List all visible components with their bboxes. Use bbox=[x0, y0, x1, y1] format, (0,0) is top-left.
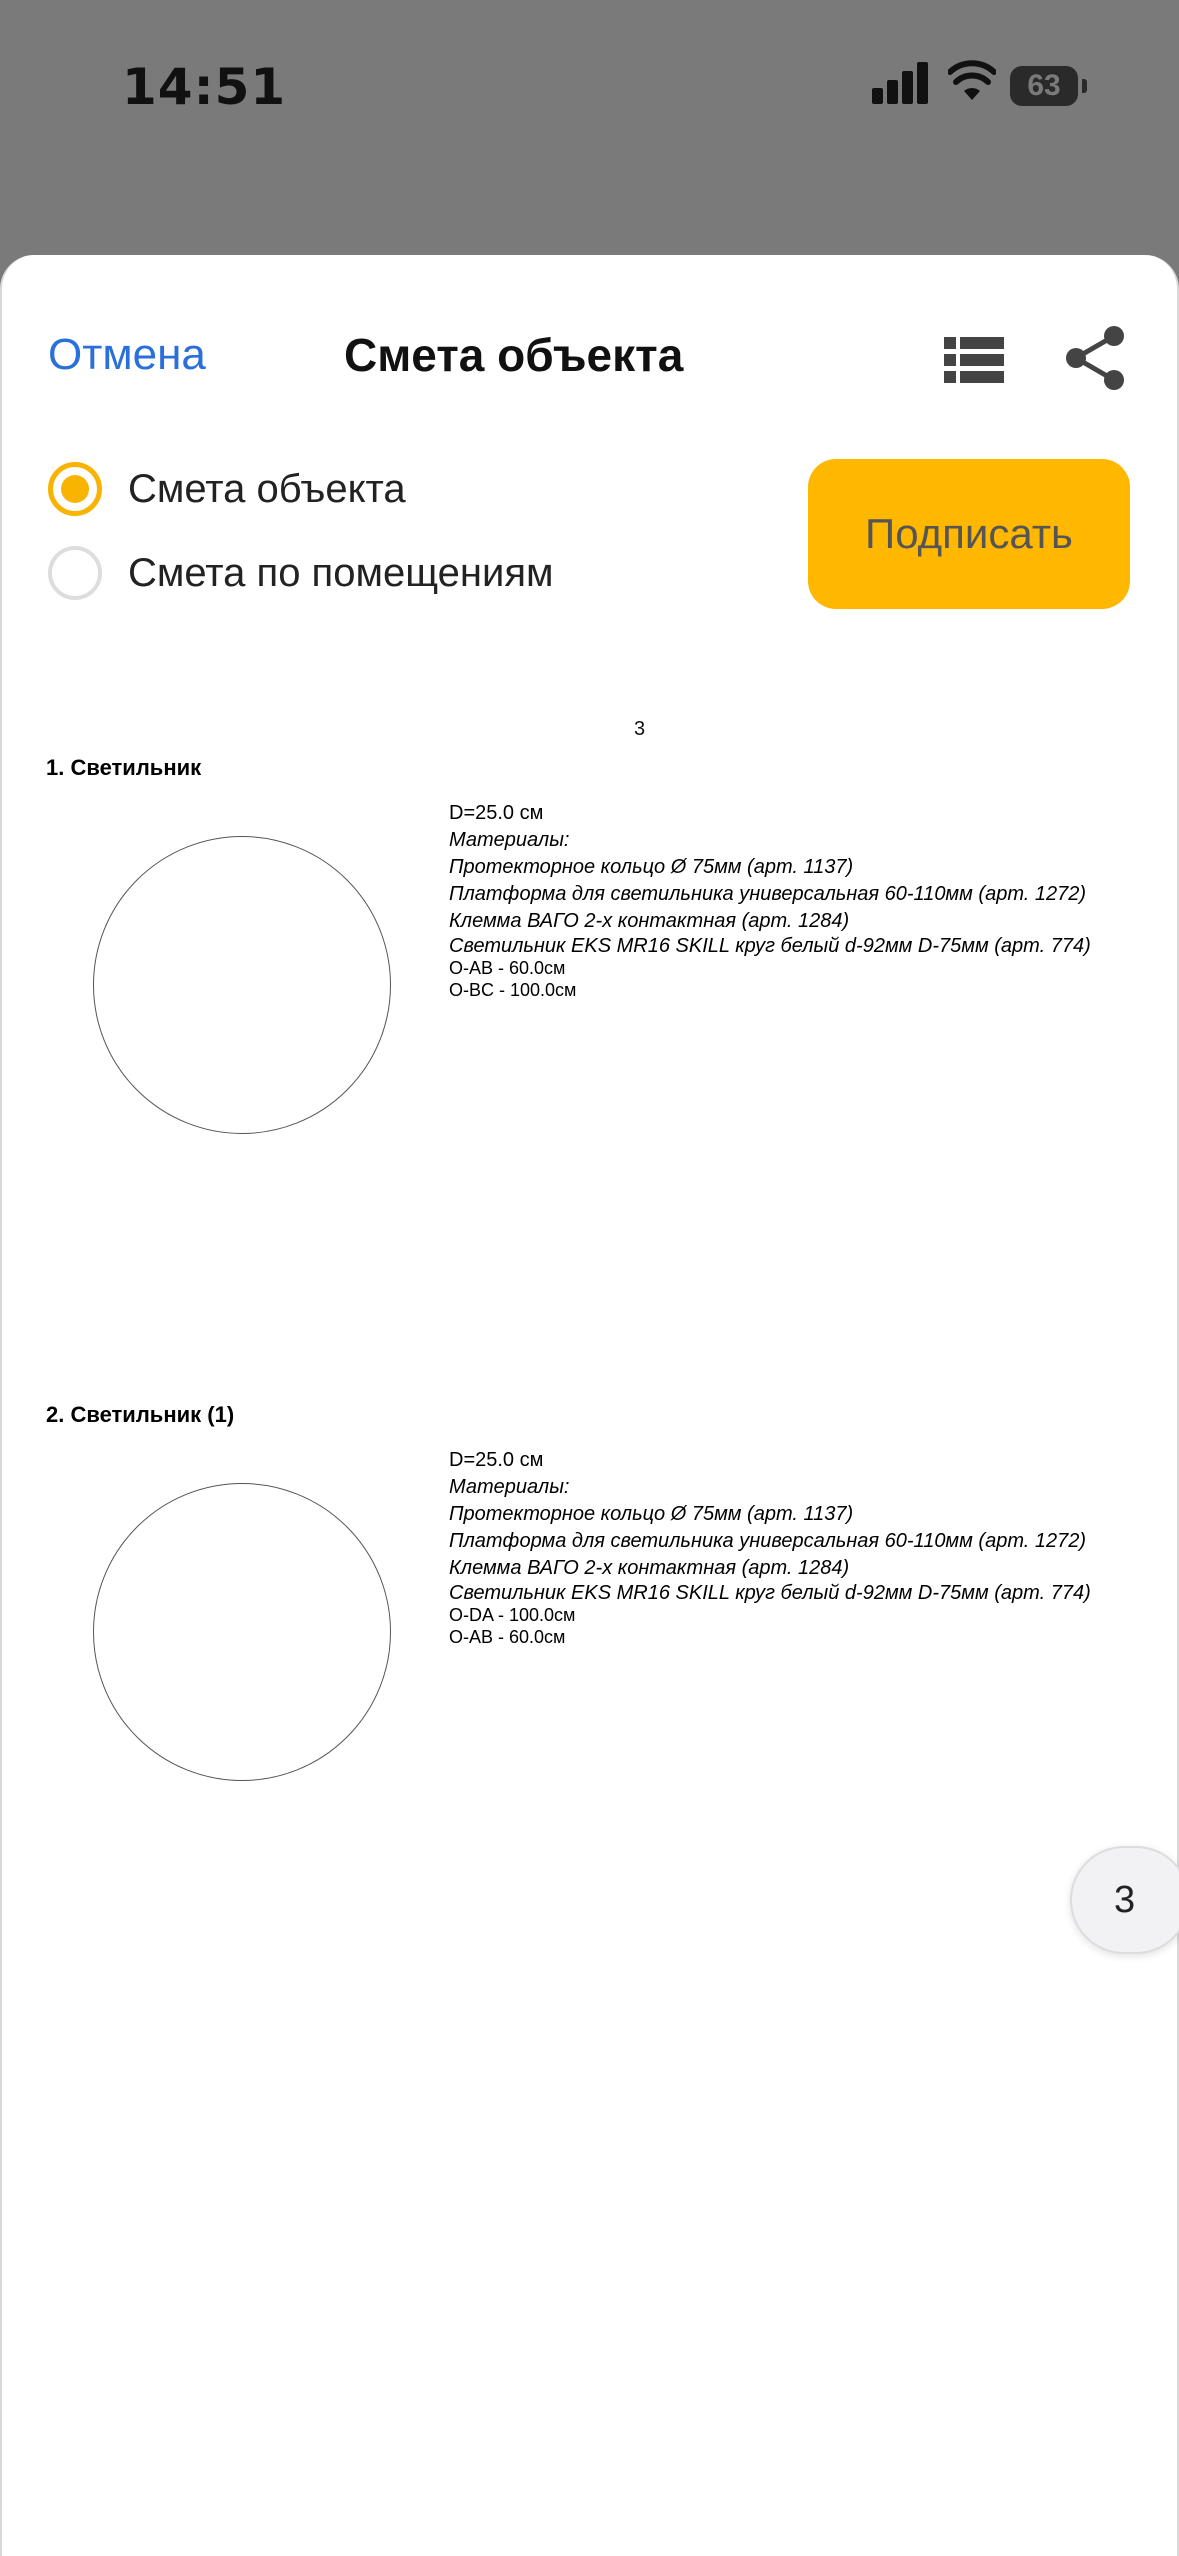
page-title: Смета объекта bbox=[344, 329, 684, 381]
cancel-button[interactable]: Отмена bbox=[48, 330, 206, 379]
material-line: Платформа для светильника универсальная 60-110мм (арт. 1272) bbox=[449, 883, 1087, 905]
share-icon[interactable] bbox=[1064, 325, 1126, 391]
option-rooms-estimate[interactable] bbox=[48, 546, 554, 600]
fixture-circle-drawing bbox=[93, 1483, 391, 1781]
list-icon[interactable] bbox=[944, 335, 1004, 385]
segment-line: O-AB - 60.0см bbox=[449, 1627, 566, 1647]
material-line: Клемма ВАГО 2-х контактная (арт. 1284) bbox=[449, 1557, 850, 1579]
materials-label: Материалы: bbox=[449, 829, 570, 851]
material-line: Протекторное кольцо Ø 75мм (арт. 1137) bbox=[449, 1503, 854, 1525]
item-diameter: D=25.0 см bbox=[449, 1449, 544, 1471]
wifi-icon bbox=[948, 60, 996, 104]
radio-unchecked-icon[interactable] bbox=[48, 546, 102, 600]
document-page-number: 3 bbox=[634, 718, 646, 740]
fixture-circle-drawing bbox=[93, 836, 391, 1134]
option-label: Смета объекта bbox=[128, 466, 406, 511]
sign-button[interactable]: Подписать bbox=[808, 459, 1130, 609]
material-line: Клемма ВАГО 2-х контактная (арт. 1284) bbox=[449, 910, 850, 932]
radio-checked-icon[interactable] bbox=[48, 462, 102, 516]
battery-icon bbox=[1010, 66, 1078, 106]
status-bar bbox=[0, 0, 1179, 175]
item-info bbox=[449, 800, 1091, 1001]
option-label: Смета по помещениям bbox=[128, 550, 554, 595]
signal-icon bbox=[872, 62, 930, 104]
material-line: Платформа для светильника универсальная 60-110мм (арт. 1272) bbox=[449, 1530, 1087, 1552]
segment-line: O-AB - 60.0см bbox=[449, 958, 566, 978]
clock: 14:51 bbox=[122, 58, 287, 116]
segment-line: O-DA - 100.0см bbox=[449, 1605, 576, 1625]
page-indicator-number: 3 bbox=[1114, 1878, 1136, 1921]
material-line: Протекторное кольцо Ø 75мм (арт. 1137) bbox=[449, 856, 854, 878]
material-line: Светильник EKS MR16 SKILL круг белый d-92мм D-75мм (арт. 774) bbox=[449, 1582, 1091, 1604]
item-info bbox=[449, 1447, 1091, 1648]
materials-label: Материалы: bbox=[449, 1476, 570, 1498]
item-title: 1. Светильник bbox=[46, 755, 202, 780]
option-object-estimate[interactable] bbox=[48, 462, 406, 516]
segment-line: O-BC - 100.0см bbox=[449, 980, 577, 1000]
battery-level: 63 bbox=[1027, 69, 1061, 102]
battery-cap bbox=[1082, 79, 1087, 93]
page-indicator[interactable] bbox=[1070, 1846, 1179, 1954]
item-title: 2. Светильник (1) bbox=[46, 1402, 235, 1427]
item-diameter: D=25.0 см bbox=[449, 802, 544, 824]
material-line: Светильник EKS MR16 SKILL круг белый d-92мм D-75мм (арт. 774) bbox=[449, 935, 1091, 957]
